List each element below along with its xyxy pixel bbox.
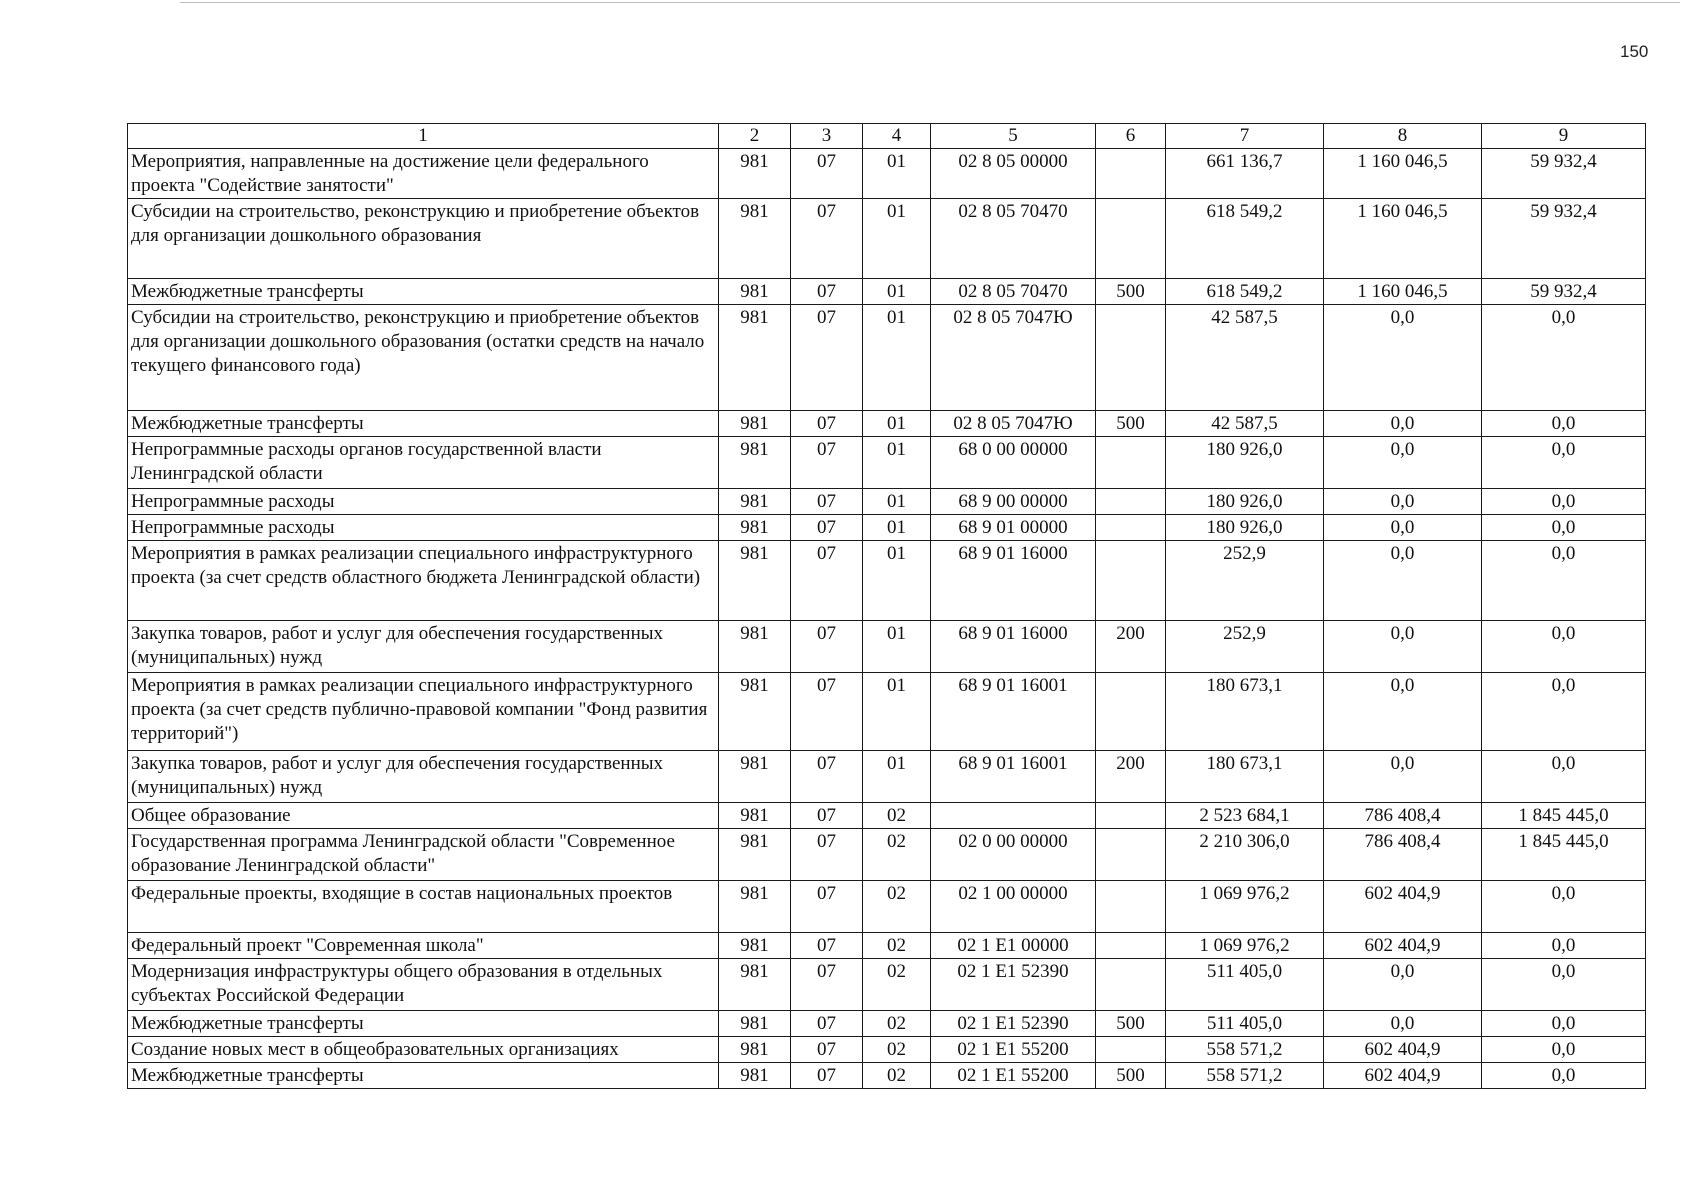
amount-col9: 0,0 [1482, 959, 1646, 1011]
subsection-code: 02 [863, 803, 931, 829]
expense-name: Общее образование [128, 803, 719, 829]
expense-type-code [1096, 489, 1166, 515]
amount-col9: 1 845 445,0 [1482, 829, 1646, 881]
expense-name: Закупка товаров, работ и услуг для обеспечения государственных (муниципальных) нужд [128, 751, 719, 803]
section-code: 07 [791, 1063, 863, 1089]
subsection-code: 01 [863, 279, 931, 305]
table-row [128, 1063, 1646, 1089]
amount-col8: 0,0 [1324, 411, 1482, 437]
amount-col9: 0,0 [1482, 621, 1646, 673]
amount-col8: 1 160 046,5 [1324, 199, 1482, 279]
amount-col9: 59 932,4 [1482, 149, 1646, 199]
ministry-code: 981 [719, 305, 791, 411]
amount-col7: 511 405,0 [1166, 959, 1324, 1011]
target-article-code: 02 1 E1 00000 [931, 933, 1096, 959]
ministry-code: 981 [719, 149, 791, 199]
amount-col7: 1 069 976,2 [1166, 881, 1324, 933]
expense-type-code: 500 [1096, 279, 1166, 305]
table-row [128, 199, 1646, 279]
expense-type-code: 500 [1096, 411, 1166, 437]
amount-col7: 661 136,7 [1166, 149, 1324, 199]
table-row [128, 437, 1646, 489]
expense-type-code [1096, 881, 1166, 933]
expense-type-code: 200 [1096, 751, 1166, 803]
amount-col8: 0,0 [1324, 305, 1482, 411]
section-code: 07 [791, 673, 863, 751]
ministry-code: 981 [719, 515, 791, 541]
expense-type-code [1096, 933, 1166, 959]
ministry-code: 981 [719, 199, 791, 279]
section-code: 07 [791, 881, 863, 933]
target-article-code: 68 9 01 16001 [931, 673, 1096, 751]
amount-col8: 602 404,9 [1324, 933, 1482, 959]
target-article-code: 68 9 01 16000 [931, 621, 1096, 673]
ministry-code: 981 [719, 437, 791, 489]
expense-type-code: 200 [1096, 621, 1166, 673]
expense-type-code [1096, 437, 1166, 489]
amount-col7: 1 069 976,2 [1166, 933, 1324, 959]
section-code: 07 [791, 751, 863, 803]
amount-col8: 0,0 [1324, 959, 1482, 1011]
section-code: 07 [791, 1011, 863, 1037]
expense-type-code [1096, 1037, 1166, 1063]
expense-type-code [1096, 541, 1166, 621]
expense-type-code [1096, 515, 1166, 541]
amount-col9: 1 845 445,0 [1482, 803, 1646, 829]
subsection-code: 01 [863, 541, 931, 621]
amount-col9: 0,0 [1482, 1011, 1646, 1037]
section-code: 07 [791, 933, 863, 959]
page-number: 150 [1620, 42, 1649, 61]
amount-col8: 0,0 [1324, 489, 1482, 515]
table-header-row [128, 124, 1646, 149]
scan-top-rule [180, 2, 1680, 3]
table-row [128, 1037, 1646, 1063]
table-row [128, 149, 1646, 199]
amount-col9: 0,0 [1482, 411, 1646, 437]
subsection-code: 01 [863, 489, 931, 515]
amount-col9: 59 932,4 [1482, 199, 1646, 279]
amount-col7: 180 673,1 [1166, 751, 1324, 803]
target-article-code: 02 1 00 00000 [931, 881, 1096, 933]
header-cell: 1 [128, 124, 719, 149]
ministry-code: 981 [719, 411, 791, 437]
target-article-code: 02 8 05 7047Ю [931, 305, 1096, 411]
section-code: 07 [791, 149, 863, 199]
expense-type-code [1096, 959, 1166, 1011]
amount-col9: 0,0 [1482, 751, 1646, 803]
table-row [128, 279, 1646, 305]
amount-col7: 511 405,0 [1166, 1011, 1324, 1037]
target-article-code: 02 8 05 70470 [931, 199, 1096, 279]
expense-name: Федеральный проект "Современная школа" [128, 933, 719, 959]
ministry-code: 981 [719, 829, 791, 881]
section-code: 07 [791, 489, 863, 515]
target-article-code: 68 0 00 00000 [931, 437, 1096, 489]
amount-col8: 786 408,4 [1324, 829, 1482, 881]
amount-col7: 42 587,5 [1166, 305, 1324, 411]
amount-col9: 0,0 [1482, 1037, 1646, 1063]
ministry-code: 981 [719, 489, 791, 515]
target-article-code: 02 1 E1 55200 [931, 1037, 1096, 1063]
subsection-code: 01 [863, 437, 931, 489]
ministry-code: 981 [719, 881, 791, 933]
amount-col9: 0,0 [1482, 881, 1646, 933]
target-article-code [931, 803, 1096, 829]
subsection-code: 01 [863, 673, 931, 751]
section-code: 07 [791, 803, 863, 829]
amount-col7: 2 523 684,1 [1166, 803, 1324, 829]
ministry-code: 981 [719, 1063, 791, 1089]
ministry-code: 981 [719, 1011, 791, 1037]
expense-type-code [1096, 305, 1166, 411]
expense-name: Непрограммные расходы [128, 515, 719, 541]
amount-col7: 618 549,2 [1166, 279, 1324, 305]
amount-col7: 2 210 306,0 [1166, 829, 1324, 881]
amount-col9: 0,0 [1482, 305, 1646, 411]
table-row [128, 411, 1646, 437]
subsection-code: 01 [863, 149, 931, 199]
subsection-code: 02 [863, 1011, 931, 1037]
ministry-code: 981 [719, 541, 791, 621]
expense-name: Межбюджетные трансферты [128, 1011, 719, 1037]
amount-col8: 1 160 046,5 [1324, 149, 1482, 199]
table-row [128, 621, 1646, 673]
expense-type-code: 500 [1096, 1063, 1166, 1089]
expense-type-code: 500 [1096, 1011, 1166, 1037]
expense-name: Мероприятия в рамках реализации специального инфраструктурного проекта (за счет средств областного бюджета Ленинградской области) [128, 541, 719, 621]
header-cell: 5 [931, 124, 1096, 149]
section-code: 07 [791, 829, 863, 881]
table-row [128, 803, 1646, 829]
target-article-code: 02 0 00 00000 [931, 829, 1096, 881]
subsection-code: 02 [863, 829, 931, 881]
table-row [128, 751, 1646, 803]
amount-col8: 602 404,9 [1324, 881, 1482, 933]
expense-type-code [1096, 673, 1166, 751]
expense-name: Межбюджетные трансферты [128, 1063, 719, 1089]
header-cell: 2 [719, 124, 791, 149]
header-cell: 8 [1324, 124, 1482, 149]
amount-col9: 0,0 [1482, 1063, 1646, 1089]
section-code: 07 [791, 199, 863, 279]
amount-col9: 0,0 [1482, 489, 1646, 515]
amount-col9: 59 932,4 [1482, 279, 1646, 305]
expense-name: Субсидии на строительство, реконструкцию и приобретение объектов для организации дошкольного образования (остатки средств на начало текущего финансового года) [128, 305, 719, 411]
target-article-code: 02 8 05 7047Ю [931, 411, 1096, 437]
amount-col7: 180 926,0 [1166, 437, 1324, 489]
subsection-code: 01 [863, 411, 931, 437]
header-cell: 9 [1482, 124, 1646, 149]
ministry-code: 981 [719, 959, 791, 1011]
target-article-code: 02 1 E1 52390 [931, 959, 1096, 1011]
target-article-code: 68 9 01 16001 [931, 751, 1096, 803]
amount-col8: 0,0 [1324, 751, 1482, 803]
section-code: 07 [791, 305, 863, 411]
amount-col8: 0,0 [1324, 437, 1482, 489]
expense-type-code [1096, 803, 1166, 829]
section-code: 07 [791, 621, 863, 673]
amount-col9: 0,0 [1482, 541, 1646, 621]
table-row [128, 673, 1646, 751]
amount-col9: 0,0 [1482, 673, 1646, 751]
subsection-code: 01 [863, 751, 931, 803]
amount-col8: 602 404,9 [1324, 1037, 1482, 1063]
subsection-code: 01 [863, 199, 931, 279]
expense-type-code [1096, 149, 1166, 199]
table-row [128, 829, 1646, 881]
ministry-code: 981 [719, 279, 791, 305]
target-article-code: 02 1 E1 52390 [931, 1011, 1096, 1037]
expense-type-code [1096, 829, 1166, 881]
expense-name: Мероприятия, направленные на достижение цели федерального проекта "Содействие занятости" [128, 149, 719, 199]
amount-col7: 42 587,5 [1166, 411, 1324, 437]
table-row [128, 489, 1646, 515]
target-article-code: 68 9 00 00000 [931, 489, 1096, 515]
header-cell: 6 [1096, 124, 1166, 149]
amount-col8: 0,0 [1324, 621, 1482, 673]
section-code: 07 [791, 1037, 863, 1063]
budget-table [127, 123, 1646, 1089]
amount-col9: 0,0 [1482, 515, 1646, 541]
subsection-code: 01 [863, 621, 931, 673]
amount-col7: 180 926,0 [1166, 515, 1324, 541]
expense-name: Закупка товаров, работ и услуг для обеспечения государственных (муниципальных) нужд [128, 621, 719, 673]
ministry-code: 981 [719, 751, 791, 803]
target-article-code: 02 8 05 00000 [931, 149, 1096, 199]
ministry-code: 981 [719, 933, 791, 959]
expense-name: Модернизация инфраструктуры общего образования в отдельных субъектах Российской Федерации [128, 959, 719, 1011]
subsection-code: 02 [863, 1037, 931, 1063]
table-row [128, 515, 1646, 541]
expense-name: Создание новых мест в общеобразовательных организациях [128, 1037, 719, 1063]
section-code: 07 [791, 541, 863, 621]
subsection-code: 02 [863, 1063, 931, 1089]
subsection-code: 01 [863, 305, 931, 411]
table-row [128, 933, 1646, 959]
ministry-code: 981 [719, 621, 791, 673]
expense-name: Непрограммные расходы органов государственной власти Ленинградской области [128, 437, 719, 489]
target-article-code: 68 9 01 16000 [931, 541, 1096, 621]
subsection-code: 01 [863, 515, 931, 541]
header-cell: 3 [791, 124, 863, 149]
target-article-code: 02 8 05 70470 [931, 279, 1096, 305]
expense-name: Непрограммные расходы [128, 489, 719, 515]
expense-type-code [1096, 199, 1166, 279]
header-cell: 7 [1166, 124, 1324, 149]
expense-name: Федеральные проекты, входящие в состав национальных проектов [128, 881, 719, 933]
amount-col7: 252,9 [1166, 621, 1324, 673]
expense-name: Субсидии на строительство, реконструкцию и приобретение объектов для организации дошкольного образования [128, 199, 719, 279]
header-cell: 4 [863, 124, 931, 149]
ministry-code: 981 [719, 803, 791, 829]
amount-col9: 0,0 [1482, 933, 1646, 959]
target-article-code: 68 9 01 00000 [931, 515, 1096, 541]
expense-name: Межбюджетные трансферты [128, 411, 719, 437]
amount-col7: 558 571,2 [1166, 1063, 1324, 1089]
amount-col7: 252,9 [1166, 541, 1324, 621]
table-row [128, 541, 1646, 621]
amount-col8: 0,0 [1324, 1011, 1482, 1037]
section-code: 07 [791, 411, 863, 437]
amount-col8: 0,0 [1324, 541, 1482, 621]
subsection-code: 02 [863, 933, 931, 959]
subsection-code: 02 [863, 959, 931, 1011]
ministry-code: 981 [719, 673, 791, 751]
subsection-code: 02 [863, 881, 931, 933]
ministry-code: 981 [719, 1037, 791, 1063]
table-row [128, 959, 1646, 1011]
expense-name: Межбюджетные трансферты [128, 279, 719, 305]
amount-col8: 0,0 [1324, 673, 1482, 751]
amount-col8: 0,0 [1324, 515, 1482, 541]
expense-name: Государственная программа Ленинградской области "Современное образование Ленинградской области" [128, 829, 719, 881]
amount-col9: 0,0 [1482, 437, 1646, 489]
table-row [128, 881, 1646, 933]
amount-col7: 180 673,1 [1166, 673, 1324, 751]
amount-col8: 786 408,4 [1324, 803, 1482, 829]
amount-col7: 558 571,2 [1166, 1037, 1324, 1063]
table-row [128, 305, 1646, 411]
amount-col7: 180 926,0 [1166, 489, 1324, 515]
amount-col8: 602 404,9 [1324, 1063, 1482, 1089]
expense-name: Мероприятия в рамках реализации специального инфраструктурного проекта (за счет средств публично-правовой компании "Фонд развития территорий") [128, 673, 719, 751]
amount-col7: 618 549,2 [1166, 199, 1324, 279]
table-row [128, 1011, 1646, 1037]
section-code: 07 [791, 515, 863, 541]
section-code: 07 [791, 437, 863, 489]
amount-col8: 1 160 046,5 [1324, 279, 1482, 305]
section-code: 07 [791, 279, 863, 305]
target-article-code: 02 1 E1 55200 [931, 1063, 1096, 1089]
section-code: 07 [791, 959, 863, 1011]
